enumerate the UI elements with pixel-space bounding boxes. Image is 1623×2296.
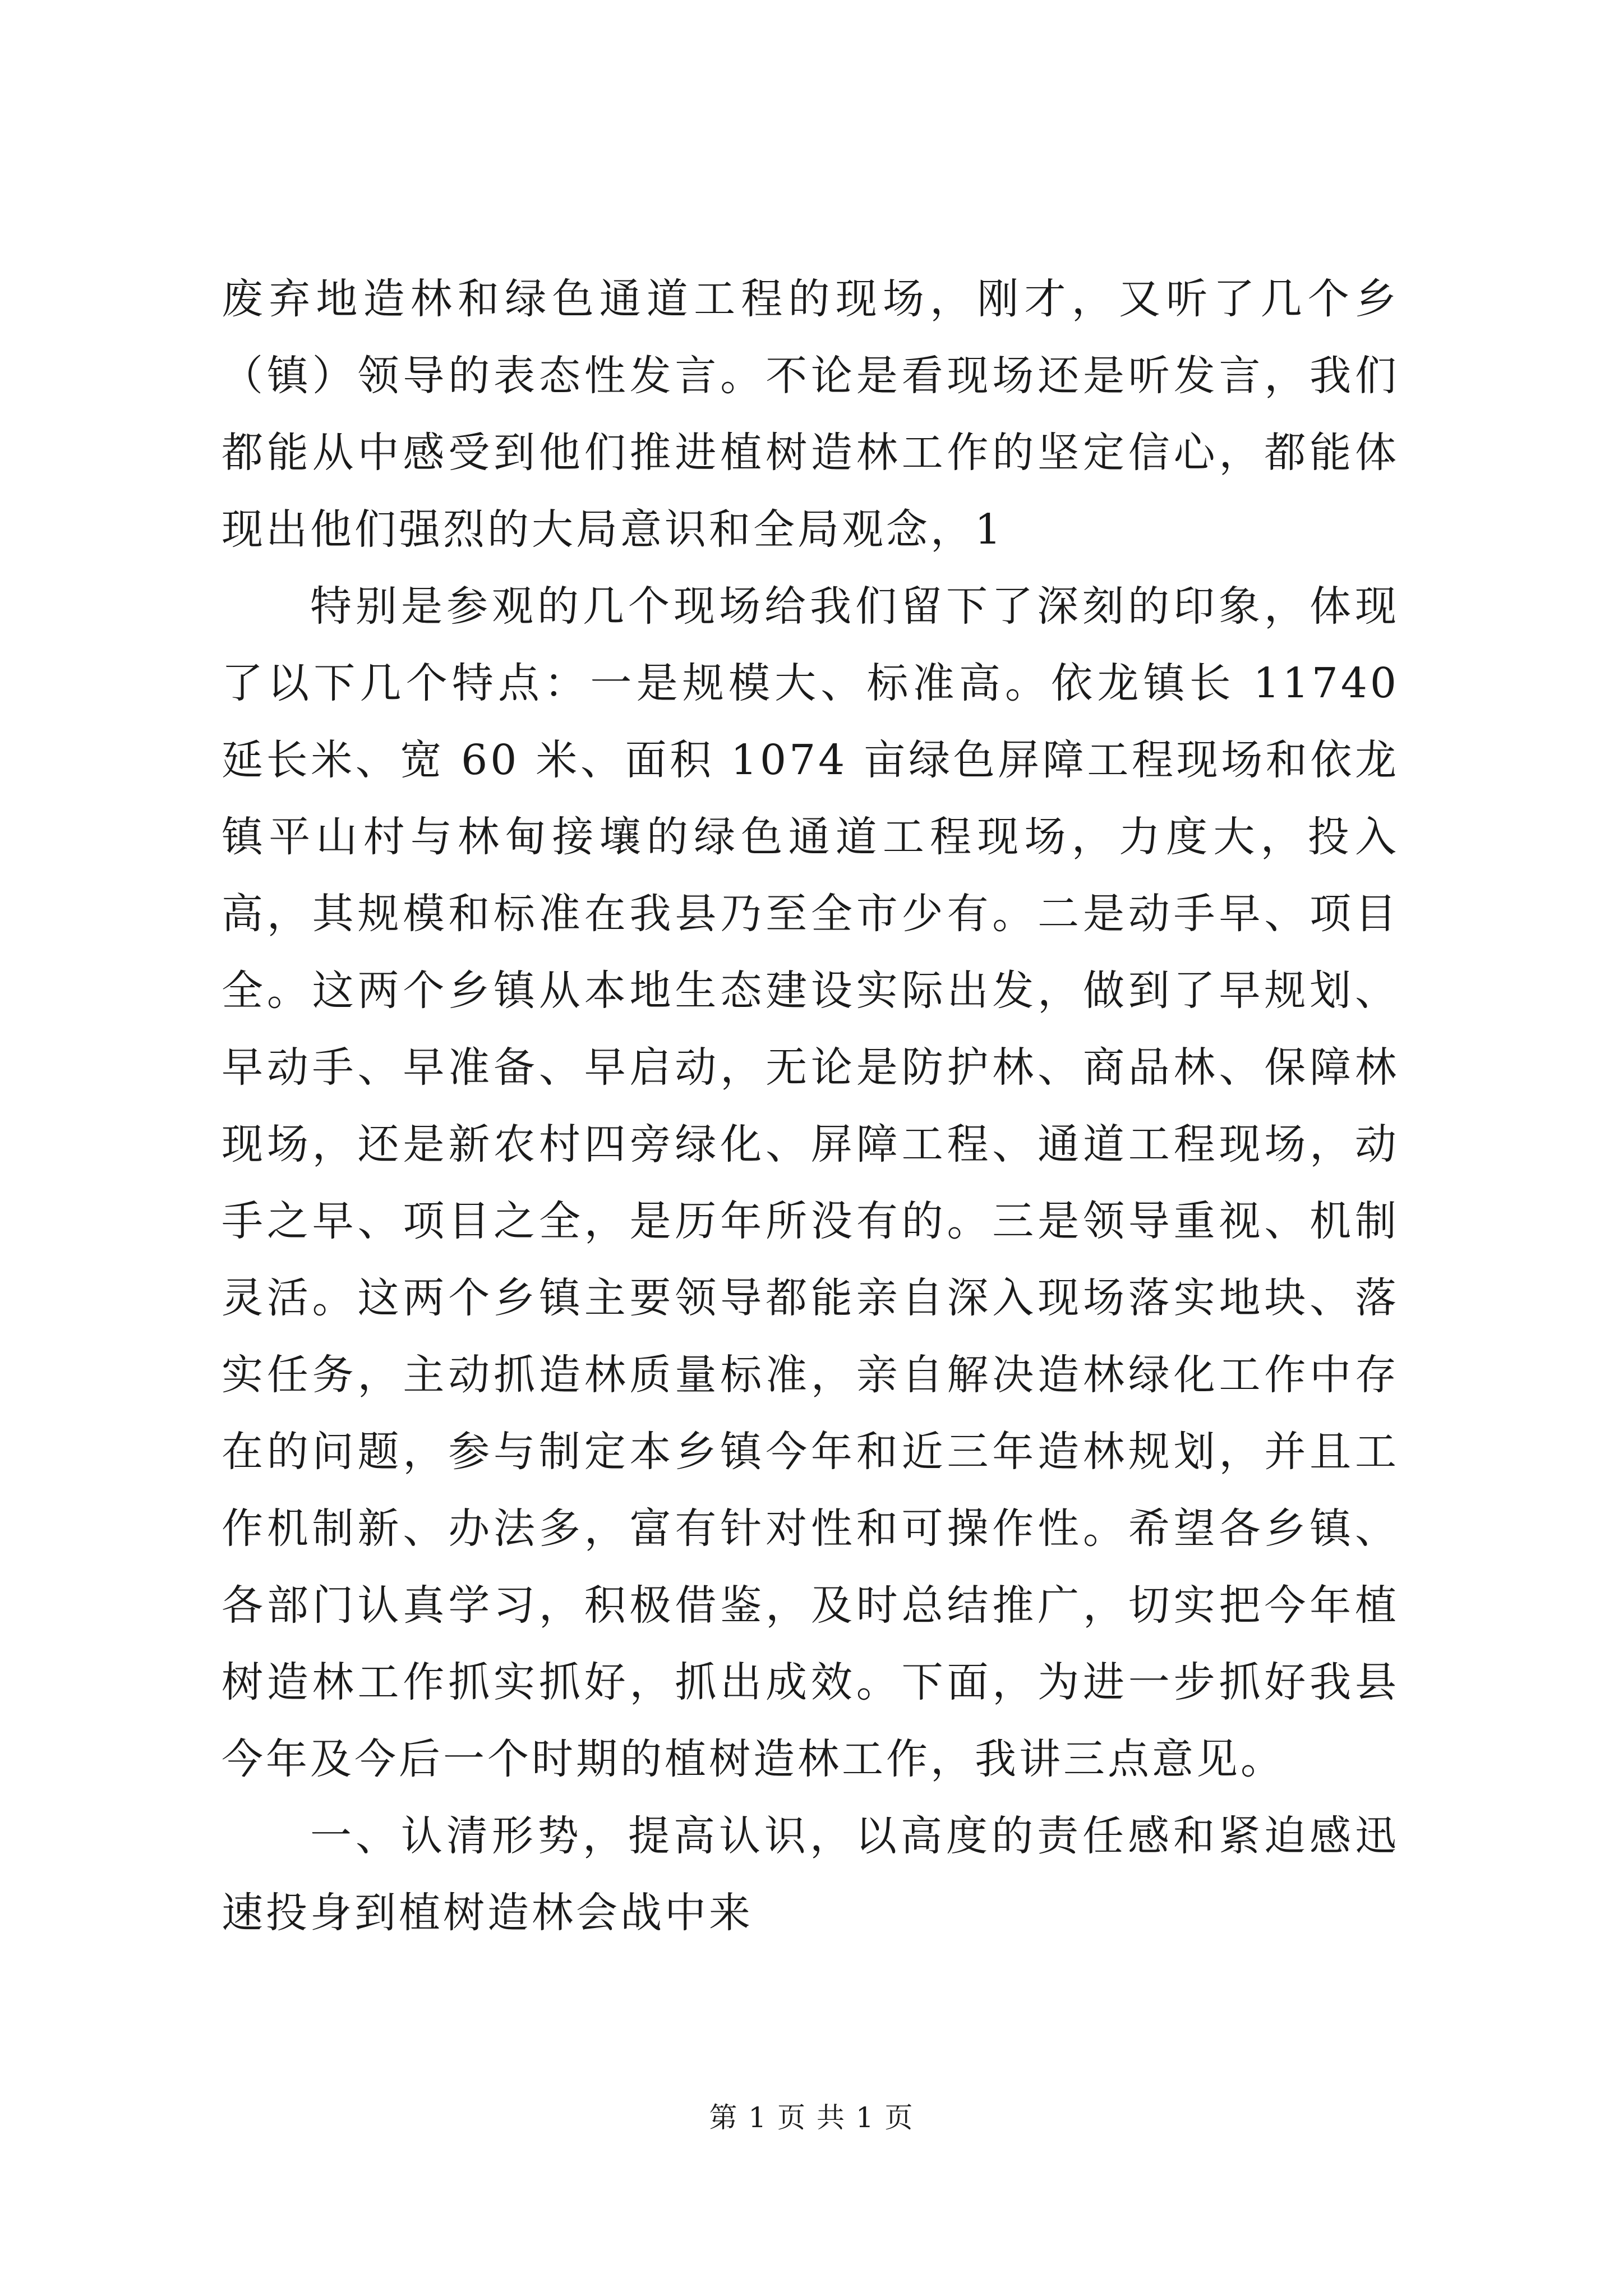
document-body [222,261,1399,1952]
paragraph-site-features: 特别是参观的几个现场给我们留下了深刻的印象，体现了以下几个特点：一是规模大、标准高。依龙镇长 11740 延长米、宽 60 米、面积 1074 亩绿色屏障工程现场和依龙镇平山村与林甸接壤的绿色通道工程现场，力度大，投入高，其规模和标准在我县乃至全市少有。二是动手早、项目全。这两个乡镇从本地生态建设实际出发，做到了早规划、早动手、早准备、早启动，无论是防护林、商品林、保障林现场，还是新农村四旁绿化、屏障工程、通道工程现场，动手之早、项目之全，是历年所没有的。三是领导重视、机制灵活。这两个乡镇主要领导都能亲自深入现场落实地块、落实任务，主动抓造林质量标准，亲自解决造林绿化工作中存在的问题，参与制定本乡镇今年和近三年造林规划，并且工作机制新、办法多，富有针对性和可操作性。希望各乡镇、各部门认真学习，积极借鉴，及时总结推广，切实把今年植树造林工作抓实抓好，抓出成效。下面，为进一步抓好我县今年及今后一个时期的植树造林工作，我讲三点意见。 [222,582,1399,1783]
page-number-footer: 第 1 页 共 1 页 [709,2101,914,2134]
paragraph-continuation: 废弃地造林和绿色通道工程的现场，刚才，又听了几个乡（镇）领导的表态性发言。不论是看现场还是听发言，我们都能从中感受到他们推进植树造林工作的坚定信心，都能体现出他们强烈的大局意识和全局观念，1 [222,275,1399,554]
section-heading-one: 一、认清形势，提高认识，以高度的责任感和紧迫感迅速投身到植树造林会战中来 [222,1812,1399,1937]
